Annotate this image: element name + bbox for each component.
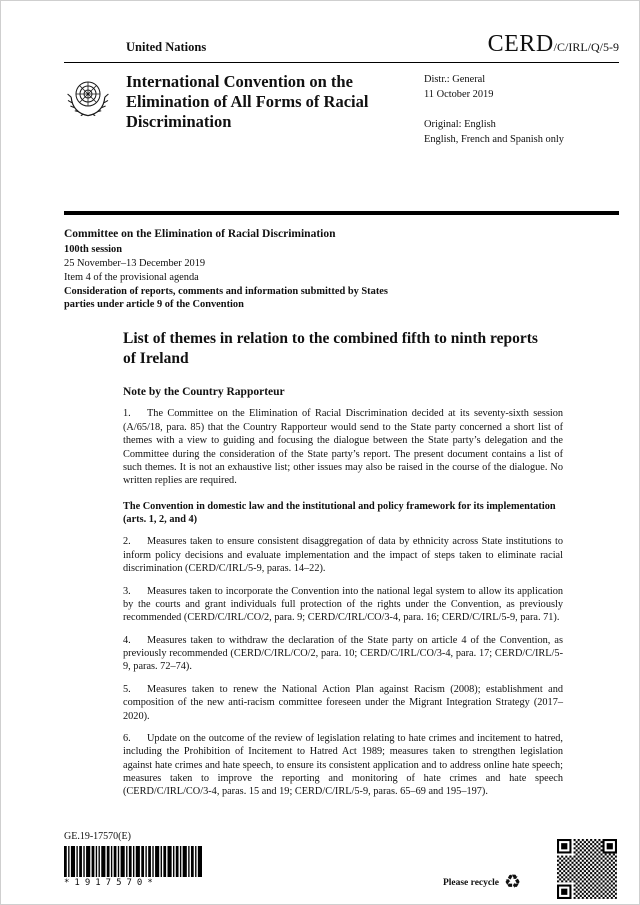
paragraph-1 (123, 407, 563, 487)
recycle-note (443, 873, 521, 892)
barcode (64, 846, 202, 888)
paragraph-text: Measures taken to renew the National Action Plan against Racism (2008); establishment and composition of the new anti-racism committee foreseen under the Migrant Integration Strategy (2017–2020). (123, 683, 563, 722)
paragraph-number: 4. (123, 634, 131, 646)
original-language: Original: English (424, 119, 496, 131)
page-header (64, 31, 619, 58)
header-divider (64, 62, 619, 63)
paragraph-5 (123, 683, 563, 723)
paragraph-6 (123, 732, 563, 799)
ge-number: GE.19-17570(E) (64, 831, 131, 842)
spacer (424, 102, 564, 117)
paragraph-text: Measures taken to incorporate the Convention into the national legal system to allow its application by the courts and grant individuals full protection of the rights under the Convention, as previously recommended (CERD/C/IRL/CO/2, para. 9; CERD/C/IRL/CO/3-4, para. 16; CERD/C/IRL/5-9, para. 71). (123, 585, 563, 624)
committee-name: Committee on the Elimination of Racial Discrimination (64, 228, 336, 241)
un-emblem-logo (64, 72, 112, 124)
masthead (64, 72, 619, 147)
paragraph-2 (123, 535, 563, 575)
distribution-line: Distr.: General (424, 74, 486, 85)
document-body (123, 329, 563, 799)
note-heading: Note by the Country Rapporteur (123, 386, 285, 399)
session-dates: 25 November–13 December 2019 (64, 258, 206, 270)
paragraph-number: 2. (123, 536, 131, 548)
barcode-text: *1917570* (64, 878, 158, 888)
section-heading: The Convention in domestic law and the institutional and policy framework for its implementation (arts. 1, 2, and 4) (123, 500, 556, 526)
distribution-block (424, 72, 564, 147)
agenda-consideration: Consideration of reports, comments and information submitted by States parties under article 9 of the Convention (64, 285, 388, 311)
document-symbol (488, 31, 619, 58)
paragraph-4 (123, 634, 563, 674)
paragraph-text: Update on the outcome of the review of legislation relating to hate crimes and incitement to hatred, including the Prohibition of Incitement to Hatred Act 1989; measures taken to strengthen legislation against hate crimes and hate speech, to ensure its consistent application and to address online hate speech; measures taken to improve the reporting and monitoring of hate crimes and hate speech (CERD/C/IRL/CO/3-4, paras. 15 and 19; CERD/C/IRL/5-9, paras. 65–69 and 195–197). (123, 732, 563, 798)
paragraph-text: Measures taken to withdraw the declaration of the State party on article 4 of the Convention, as previously recommended (CERD/C/IRL/CO/2, para. 10; CERD/C/IRL/CO/3-4, para. 17; CERD/C/IRL/5-9, paras. 72–74). (123, 634, 563, 673)
paragraph-number: 5. (123, 683, 131, 695)
separator-bar (64, 211, 619, 215)
document-symbol-sub: /C/IRL/Q/5-9 (553, 40, 619, 54)
session-number: 100th session (64, 244, 123, 256)
recycle-icon: ♻ (503, 872, 521, 893)
session-block (64, 227, 619, 312)
paragraph-number: 3. (123, 585, 131, 597)
document-title: List of themes in relation to the combined fifth to ninth reports of Ireland (123, 330, 538, 368)
org-name: United Nations (126, 40, 207, 54)
convention-title: International Convention on the Elimination of All Forms of Racial Discrimination (126, 72, 369, 132)
paragraph-text: The Committee on the Elimination of Racial Discrimination decided at its seventy-sixth session (A/65/18, para. 85) that the Country Rapporteur would send to the State party concerned a short list of themes with a view to guiding and focusing the dialogue between the State party’s delegation and the Committee during the consideration of the State party’s report. The present document contains a list of such themes. It is not an exhaustive list; other issues may also be raised in the course of the dialogue. No written replies are required. (123, 408, 563, 487)
paragraph-3 (123, 585, 563, 625)
paragraph-number: 1. (123, 408, 131, 420)
recycle-label: Please recycle (442, 877, 499, 888)
qr-code (557, 839, 617, 899)
agenda-item: Item 4 of the provisional agenda (64, 271, 199, 283)
available-languages: English, French and Spanish only (424, 134, 564, 146)
document-symbol-main: CERD (487, 31, 554, 57)
document-date: 11 October 2019 (424, 89, 494, 101)
paragraph-text: Measures taken to ensure consistent disaggregation of data by ethnicity across State institutions to inform policy decisions and evaluate implementation and the impact of steps taken to eliminate racial discrimination (CERD/C/IRL/5-9, paras. 14–22). (123, 536, 563, 575)
paragraph-number: 6. (123, 732, 131, 744)
